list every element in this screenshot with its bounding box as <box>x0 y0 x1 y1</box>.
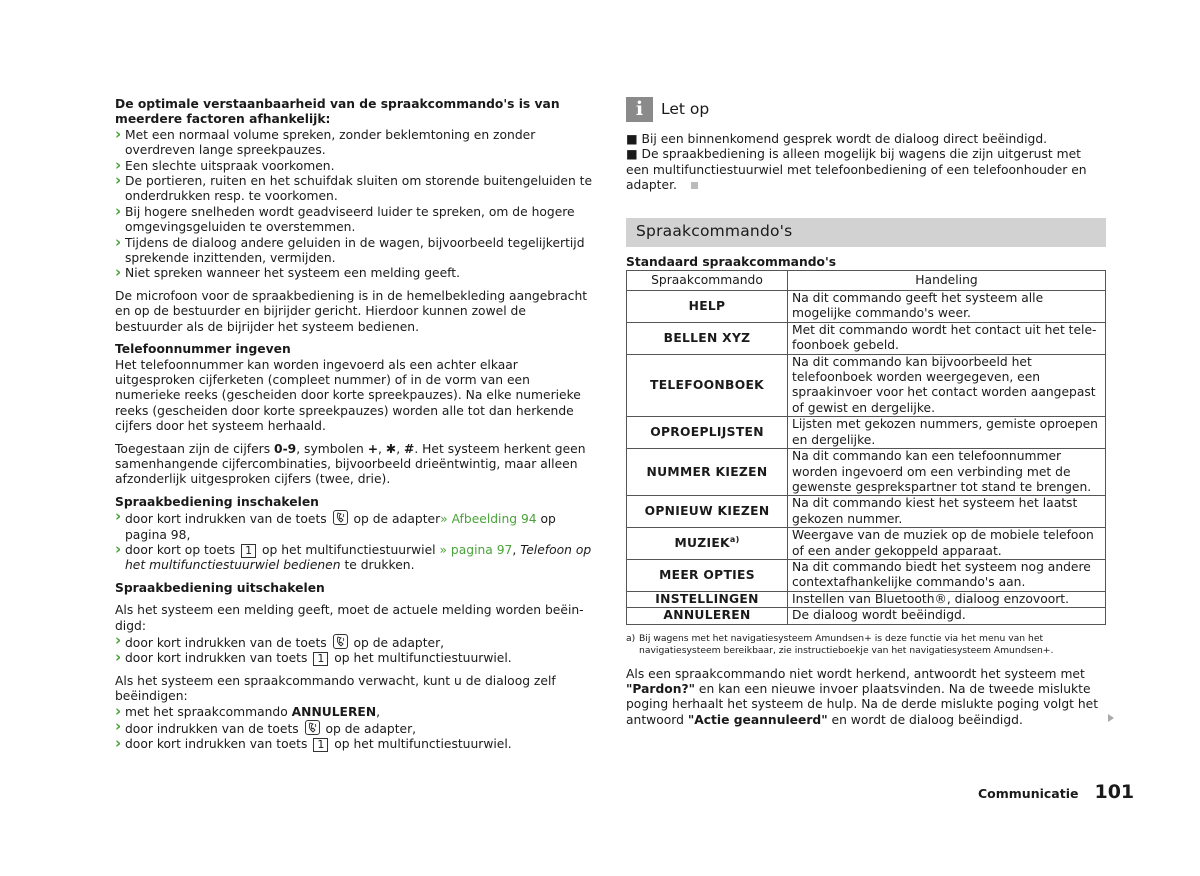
description-cell: Na dit commando kan een telefoonnummer worden ingevoerd om een verbinding met de gewenste gesprekspartner tot stand te brengen. <box>788 449 1106 496</box>
list-item: › Tijdens de dialoog andere geluiden in de wagen, bijvoorbeeld tegelijkertijd sprekende inzittenden, vermijden. <box>115 236 593 267</box>
commands-table <box>626 270 1106 625</box>
command-cell: MEER OPTIES <box>627 559 788 591</box>
command-cell: NUMMER KIEZEN <box>627 449 788 496</box>
list-item: › door kort indrukken van toets 1 op het multifunctiestuurwiel. <box>115 651 593 666</box>
table-row <box>627 608 1106 624</box>
list-item: › Een slechte uitspraak voorkomen. <box>115 159 593 174</box>
column-header: Handeling <box>788 271 1106 291</box>
right-column <box>626 97 1106 735</box>
key-1: 1 <box>313 652 328 666</box>
description-cell: Instellen van Bluetooth®, dialoog enzovoort. <box>788 591 1106 607</box>
page-footer <box>978 781 1135 803</box>
figure-link[interactable]: » Afbeelding 94 <box>440 512 537 527</box>
list-item: › door kort op toets 1 op het multifunctiestuurwiel » pagina 97, Telefoon op het multifunctiestuurwiel bedienen te drukken. <box>115 543 593 574</box>
description-cell: Na dit commando geeft het systeem alle mogelijke commando's weer. <box>788 291 1106 323</box>
list-item: › Niet spreken wanneer het systeem een melding geeft. <box>115 266 593 281</box>
description-cell: De dialoog wordt beëindigd. <box>788 608 1106 624</box>
end-dialog-paragraph: Als het systeem een spraakcommando verwacht, kunt u de dialoog zelf beëindigen: <box>115 673 556 704</box>
info-icon: i <box>626 97 653 122</box>
enable-heading: Spraakbediening inschakelen <box>115 494 319 509</box>
voice-key-icon <box>333 510 348 525</box>
table-row <box>627 322 1106 354</box>
table-row <box>627 354 1106 417</box>
closing-paragraph: Als een spraakcommando niet wordt herkend, antwoordt het systeem met "Pardon?" en kan een nieuwe invoer plaatsvinden. Na de tweede mislukte poging herhaalt het systeem de hulp. Na de derde mislukte poging volgt het antwoord "Actie geannuleerd" en wordt de dialoog beëindigd. <box>626 667 1106 729</box>
disable-heading: Spraakbediening uitschakelen <box>115 580 325 595</box>
command-cell: TELEFOONBOEK <box>627 354 788 417</box>
list-item: › Bij hogere snelheden wordt geadviseerd luider te spreken, om de hogere omgevingsgeluiden te overstemmen. <box>115 205 593 236</box>
phone-heading: Telefoonnummer ingeven <box>115 342 291 357</box>
note-line: ■ Bij een binnenkomend gesprek wordt de dialoog direct beëindigd. <box>626 132 1048 146</box>
list-item: › door kort indrukken van toets 1 op het multifunctiestuurwiel. <box>115 737 593 752</box>
list-item: › De portieren, ruiten en het schuifdak sluiten om storende buitengeluiden te onderdrukken resp. te voorkomen. <box>115 174 593 205</box>
footer-section: Communicatie <box>978 786 1079 801</box>
left-column <box>115 97 593 760</box>
table-row <box>627 291 1106 323</box>
description-cell: Na dit commando kan bijvoorbeeld het telefoonboek worden weergegeven, een spraakinvoer voor het contact worden aangepast of gewist en dergelijke. <box>788 354 1106 417</box>
factors-list <box>115 128 593 282</box>
key-1: 1 <box>241 544 256 558</box>
footnote-mark: a) <box>626 632 636 644</box>
disable-paragraph: Als het systeem een melding geeft, moet de actuele melding worden beëindigd: <box>115 603 584 633</box>
page-link[interactable]: » pagina 97 <box>439 542 513 557</box>
list-item: › door indrukken van de toets op de adapter, <box>115 720 593 737</box>
description-cell: Weergave van de muziek op de mobiele telefoon of een ander gekoppeld apparaat. <box>788 528 1106 560</box>
table-row <box>627 417 1106 449</box>
continue-arrow-icon <box>1108 714 1114 722</box>
footnote <box>626 633 1106 657</box>
note-header <box>626 97 1106 122</box>
disable-list <box>115 634 593 667</box>
command-cell: HELP <box>627 291 788 323</box>
description-cell: Na dit commando biedt het systeem nog andere contextafhankelijke commando's aan. <box>788 559 1106 591</box>
note-title: Let op <box>661 99 710 118</box>
key-1: 1 <box>313 738 328 752</box>
list-item: › door kort indrukken van de toets op de adapter» Afbeelding 94 op pagina 98, <box>115 510 593 543</box>
enable-list <box>115 510 593 574</box>
command-cell: INSTELLINGEN <box>627 591 788 607</box>
intro-heading: De optimale verstaanbaarheid van de spraakcommando's is van meerdere factoren afhankelijk: <box>115 97 560 127</box>
table-header-row <box>627 271 1106 291</box>
table-row <box>627 528 1106 560</box>
end-square-icon <box>691 182 698 189</box>
description-cell: Na dit commando kiest het systeem het laatst gekozen nummer. <box>788 496 1106 528</box>
table-row <box>627 496 1106 528</box>
digits-paragraph: Toegestaan zijn de cijfers 0-9, symbolen +, ✱, #. Het systeem herkent geen samenhangende cijfercombinaties, bijvoorbeeld drieëntwintig, maar alleen afzonderlijk uitgesproken cijfers (twee, drie). <box>115 441 586 487</box>
voice-key-icon <box>305 720 320 735</box>
microphone-paragraph: De microfoon voor de spraakbediening is in de hemelbekleding aangebracht en op de bestuurder en bijrijder gericht. Hierdoor kunnen zowel de bestuurder als de bijrijder het systeem bedienen. <box>115 288 588 334</box>
command-cell: ANNULEREN <box>627 608 788 624</box>
phone-paragraph: Het telefoonnummer kan worden ingevoerd als een achter elkaar uitgesproken cijferketen (compleet nummer) of in de vorm van een numerieke reeks (gescheiden door korte spreekpauzes). Na elke numerieke reeks (gescheiden door korte spreekpauzes) worden alle tot dan herkende cijfers door het systeem herhaald. <box>115 357 581 434</box>
description-cell: Met dit commando wordt het contact uit het telefoonboek gebeld. <box>788 322 1106 354</box>
end-dialog-list <box>115 705 593 753</box>
voice-key-icon <box>333 634 348 649</box>
star-symbol: ✱ <box>385 441 397 456</box>
table-caption: Standaard spraakcommando's <box>626 254 837 269</box>
description-cell: Lijsten met gekozen nummers, gemiste oproepen en dergelijke. <box>788 417 1106 449</box>
command-cell: OPROEPLIJSTEN <box>627 417 788 449</box>
list-item: › Met een normaal volume spreken, zonder beklemtoning en zonder overdreven lange spreekpauzes. <box>115 128 593 159</box>
table-row <box>627 449 1106 496</box>
table-row <box>627 591 1106 607</box>
command-cell: OPNIEUW KIEZEN <box>627 496 788 528</box>
table-row <box>627 559 1106 591</box>
column-header: Spraakcommando <box>627 271 788 291</box>
command-cell: MUZIEK$^{a)}$ <box>627 528 788 560</box>
footnote-text: Bij wagens met het navigatiesysteem Amundsen+ is deze functie via het menu van het navigatiesysteem bereikbaar, zie instructieboekje van het navigatiesysteem Amundsen+. <box>639 632 1054 656</box>
command-cell: BELLEN XYZ <box>627 322 788 354</box>
list-item: › door kort indrukken van de toets op de adapter, <box>115 634 593 651</box>
section-title: Spraakcommando's <box>626 218 1106 247</box>
note-line: ■ De spraakbediening is alleen mogelijk bij wagens die zijn uitgerust met een multifunctiestuurwiel met telefoonbediening of een telefoonhouder en adapter. <box>626 147 1087 193</box>
list-item: › met het spraakcommando ANNULEREN, <box>115 705 593 720</box>
page-number: 101 <box>1094 781 1135 803</box>
